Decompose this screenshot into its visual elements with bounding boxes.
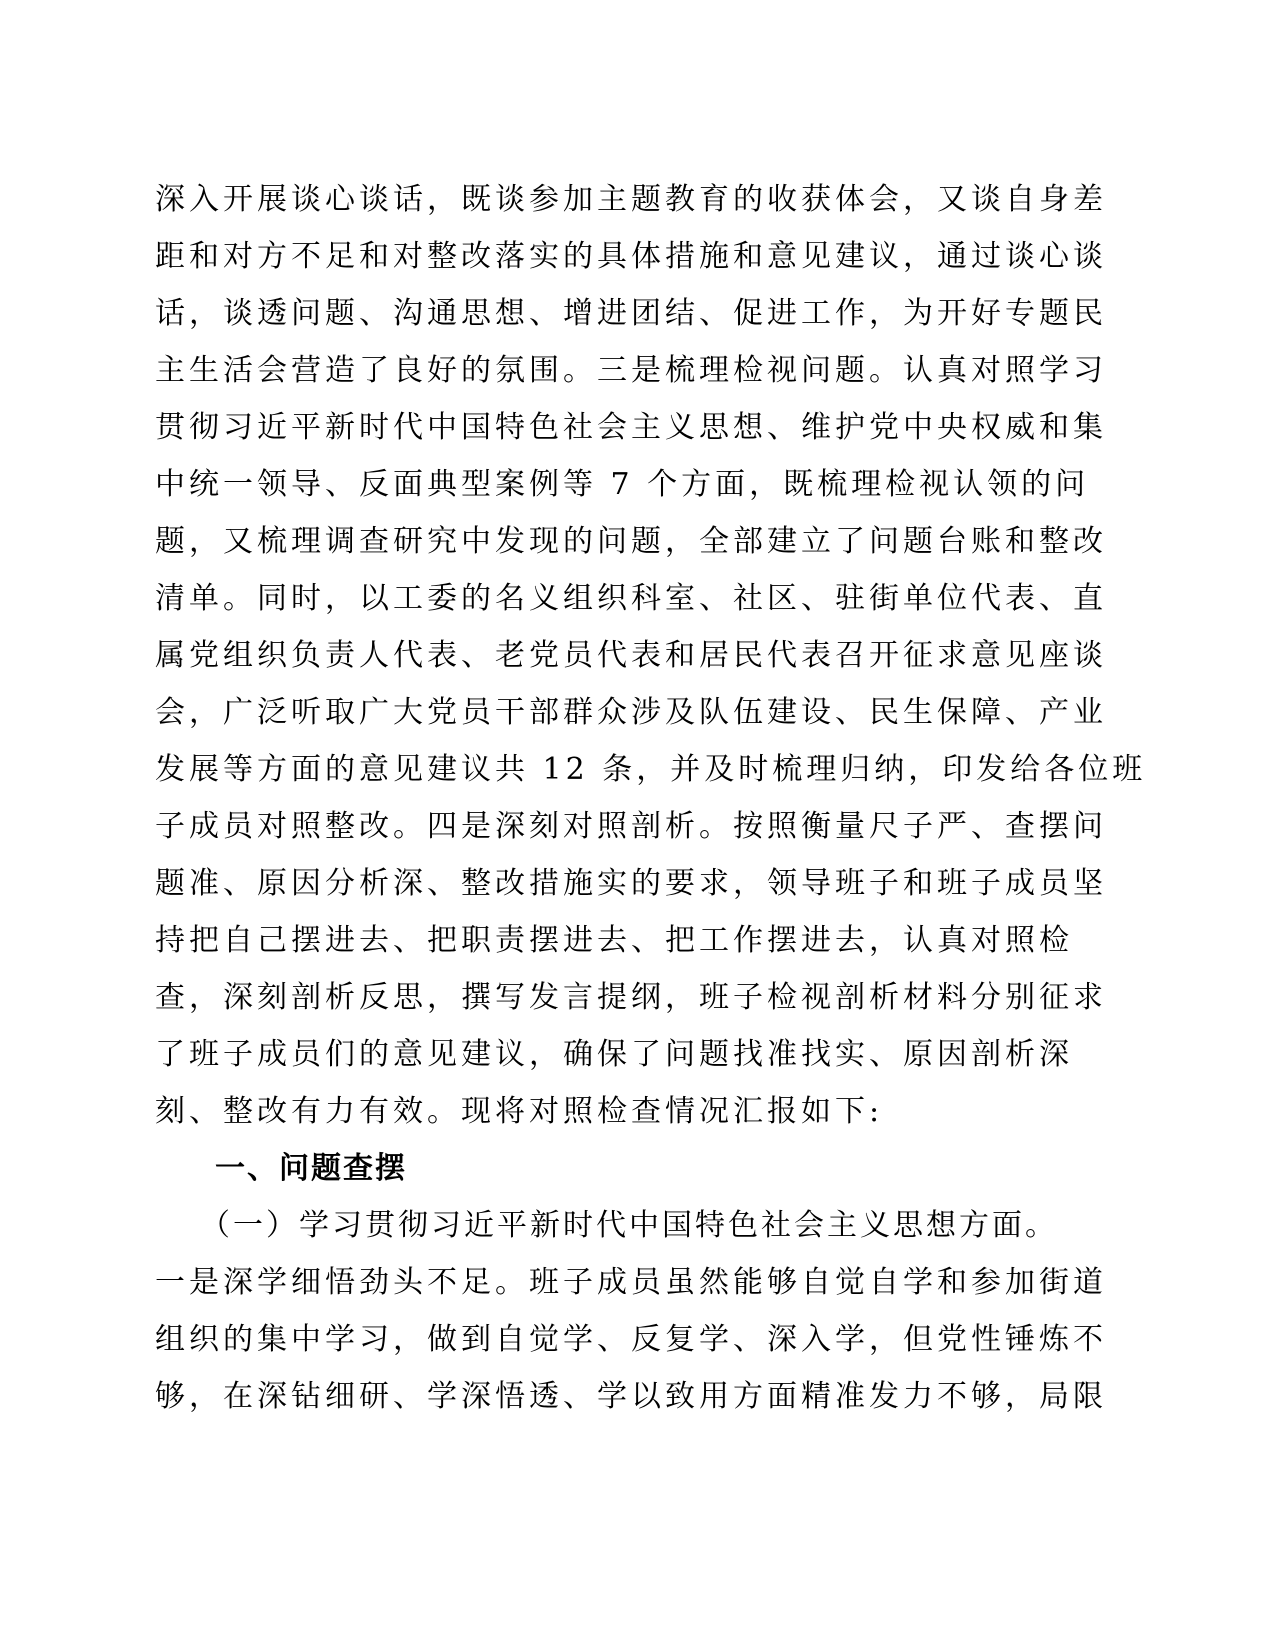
paragraph-line-2: 距和对方不足和对整改落实的具体措施和意见建议，通过谈心谈 xyxy=(155,239,1107,274)
paragraph-line-7: 题，又梳理调查研究中发现的问题，全部建立了问题台账和整改 xyxy=(155,524,1107,559)
paragraph-line-15: 查，深刻剖析反思，撰写发言提纲，班子检视剖析材料分别征求 xyxy=(155,980,1107,1015)
body-line-3: 够，在深钻细研、学深悟透、学以致用方面精准发力不够，局限 xyxy=(155,1379,1107,1414)
paragraph-line-3: 话，谈透问题、沟通思想、增进团结、促进工作，为开好专题民 xyxy=(155,296,1107,331)
paragraph-line-12: 子成员对照整改。四是深刻对照剖析。按照衡量尺子严、查摆问 xyxy=(155,809,1107,844)
paragraph-line-9: 属党组织负责人代表、老党员代表和居民代表召开征求意见座谈 xyxy=(155,638,1107,673)
body-line-1: 一是深学细悟劲头不足。班子成员虽然能够自觉自学和参加街道 xyxy=(155,1265,1107,1300)
section-heading: 一、问题查摆 xyxy=(215,1151,407,1186)
paragraph-line-4: 主生活会营造了良好的氛围。三是梳理检视问题。认真对照学习 xyxy=(155,353,1107,388)
paragraph-line-6: 中统一领导、反面典型案例等 7 个方面，既梳理检视认领的问 xyxy=(155,467,1090,502)
paragraph-line-10: 会，广泛听取广大党员干部群众涉及队伍建设、民生保障、产业 xyxy=(155,695,1107,730)
paragraph-line-5: 贯彻习近平新时代中国特色社会主义思想、维护党中央权威和集 xyxy=(155,410,1107,445)
subsection-heading: （一）学习贯彻习近平新时代中国特色社会主义思想方面。 xyxy=(200,1208,1058,1243)
paragraph-line-16: 了班子成员们的意见建议，确保了问题找准找实、原因剖析深 xyxy=(155,1037,1073,1072)
paragraph-line-13: 题准、原因分析深、整改措施实的要求，领导班子和班子成员坚 xyxy=(155,866,1107,901)
paragraph-line-14: 持把自己摆进去、把职责摆进去、把工作摆进去，认真对照检 xyxy=(155,923,1073,958)
paragraph-line-1: 深入开展谈心谈话，既谈参加主题教育的收获体会，又谈自身差 xyxy=(155,182,1107,217)
body-line-2: 组织的集中学习，做到自觉学、反复学、深入学，但党性锤炼不 xyxy=(155,1322,1107,1357)
paragraph-line-8: 清单。同时，以工委的名义组织科室、社区、驻街单位代表、直 xyxy=(155,581,1107,616)
paragraph-line-11: 发展等方面的意见建议共 12 条，并及时梳理归纳，印发给各位班 xyxy=(155,752,1147,787)
paragraph-line-17: 刻、整改有力有效。现将对照检查情况汇报如下: xyxy=(155,1094,884,1129)
